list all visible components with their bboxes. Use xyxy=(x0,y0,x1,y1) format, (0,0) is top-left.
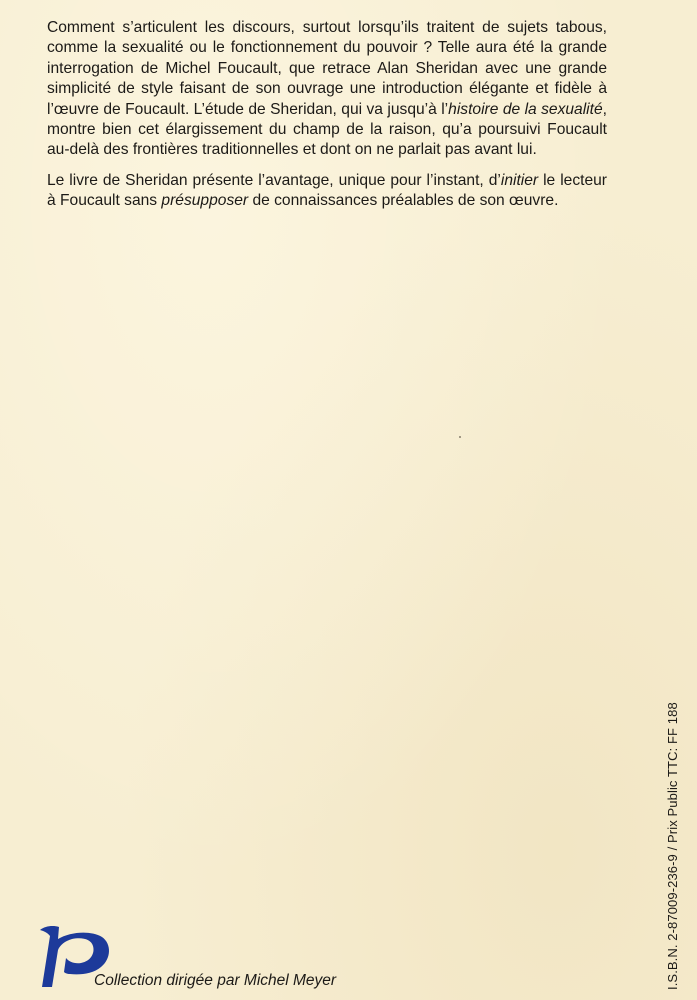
back-cover-text xyxy=(47,18,607,222)
isbn-price-line: I.S.B.N. 2-87009-236-9 / Prix Public TTC: FF 188 xyxy=(665,702,680,990)
paragraph-2-italic-initier: initier xyxy=(500,171,539,189)
paragraph-1-text: Comment s’articulent les discours, surtout lorsqu’ils traitent de sujets tabous, comme la sexualité ou le fonctionnement du pouvoir ? Telle aura été la grande interrogation de Michel Foucault, que retrace Alan Sheridan avec une grande simplicité de style faisant de son ouvrage une introduction élégante et fidèle à l’œuvre de Foucault. L’étude de Sheridan, qui va jusqu’à l’ xyxy=(47,19,607,118)
paragraph-2 xyxy=(47,171,607,212)
paragraph-2-text: Le livre de Sheridan présente l’avantage, unique pour l’instant, d’ xyxy=(47,171,501,189)
paragraph-2-text-middle: le lecteur à Foucault sans xyxy=(47,171,607,210)
collection-credit: Collection dirigée par Michel Meyer xyxy=(94,972,337,989)
paragraph-1-text-end: , montre bien cet élargissement du champ de la raison, qu’a poursuivi Foucault au-delà des frontières traditionnelles et dont on ne parlait pas avant lui. xyxy=(47,100,607,159)
paragraph-2-italic-presupposer: présupposer xyxy=(161,192,249,210)
paper-speck xyxy=(459,436,461,438)
paragraph-1 xyxy=(47,18,607,161)
paragraph-1-italic-title: histoire de la sexualité xyxy=(448,100,603,118)
paragraph-2-text-end: de connaissances préalables de son œuvre. xyxy=(248,192,559,210)
